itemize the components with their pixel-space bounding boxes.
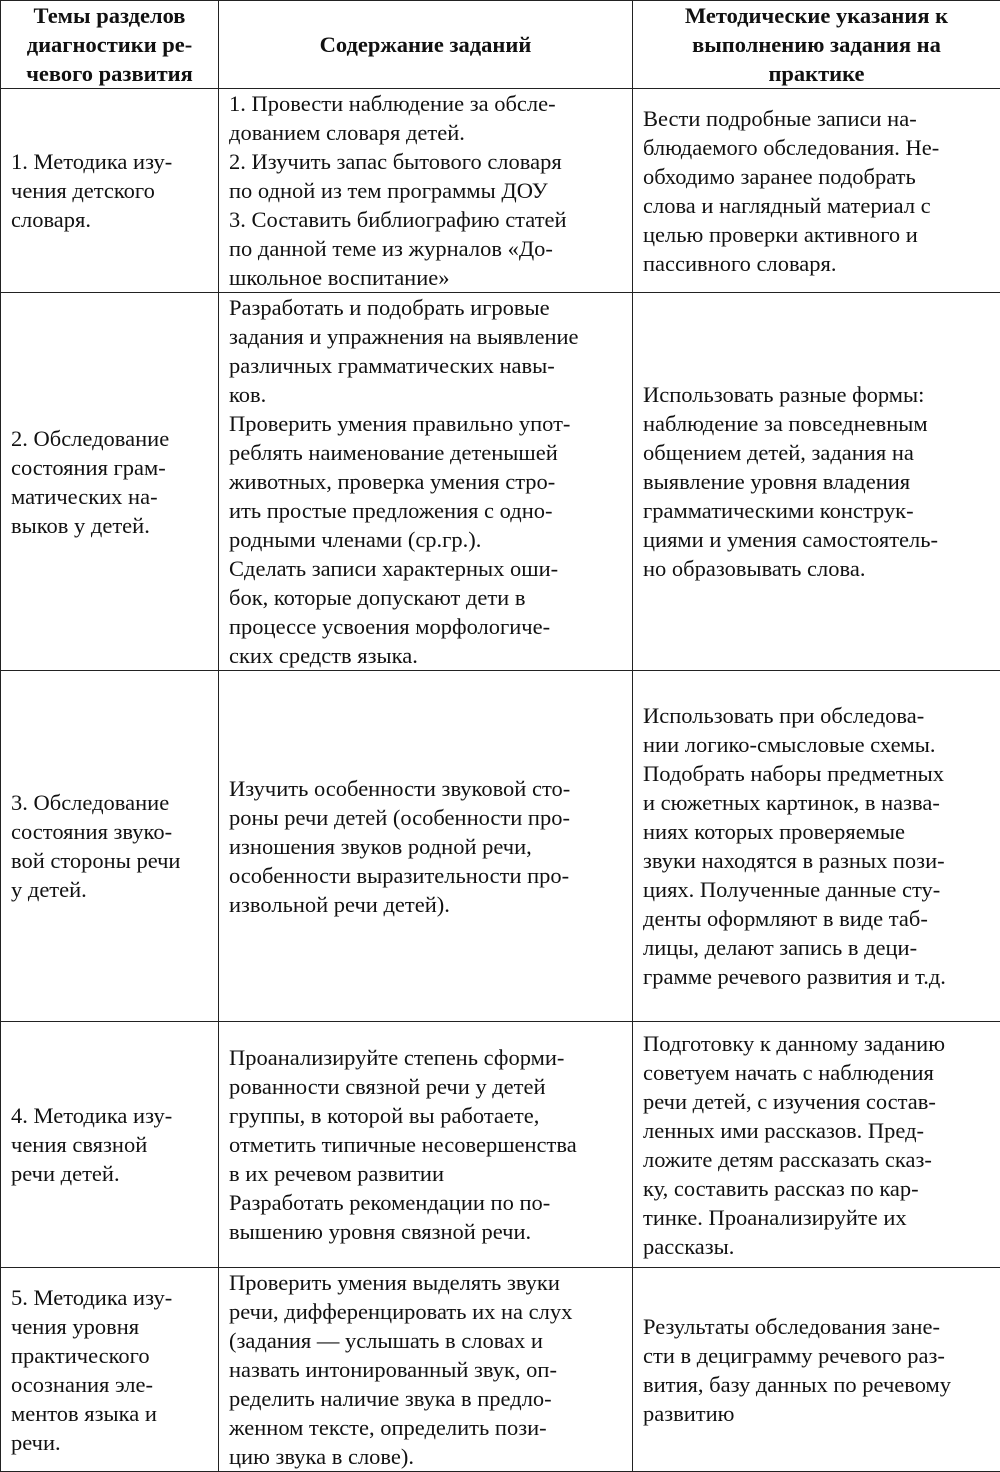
content-cell: Проверить умения выделять звуки речи, дифференцировать их на слух (задания — услышать в словах и назвать интонированный звук, оп- ределить наличие звука в предло- женном тексте, определить пози- цию звука в слове). bbox=[219, 1268, 633, 1472]
guidance-cell: Подготовку к данному заданию советуем начать с наблюдения речи детей, с изучения состав- ленных ими рассказов. Пред- ложите детям рассказать сказ- ку, составить рассказ по кар- тинке. Проанализируйте их рассказы. bbox=[633, 1022, 1000, 1268]
table-row bbox=[1, 1022, 1000, 1268]
content-cell: Проанализируйте степень сформи- рованности связной речи у детей группы, в которой вы работаете, отметить типичные несовершенства в их речевом развитии Разработать рекомендации по по- вышению уровня связной речи. bbox=[219, 1022, 633, 1268]
table-row bbox=[1, 671, 1000, 1022]
header-topics: Темы разделов диагностики ре- чевого развития bbox=[1, 1, 219, 89]
topic-cell: 3. Обследование состояния звуко- вой стороны речи у детей. bbox=[1, 671, 219, 1022]
header-guidance: Методические указания к выполнению задания на практике bbox=[633, 1, 1000, 89]
topic-cell: 5. Методика изу- чения уровня практического осознания эле- ментов языка и речи. bbox=[1, 1268, 219, 1472]
topic-cell: 1. Методика изу- чения детского словаря. bbox=[1, 89, 219, 293]
table-row bbox=[1, 1268, 1000, 1472]
guidance-cell: Использовать при обследова- нии логико-смысловые схемы. Подобрать наборы предметных и сюжетных картинок, в назва- ниях которых проверяемые звуки находятся в разных пози- циях. Полученные данные сту- денты оформляют в виде таб- лицы, делают запись в деци- грамме речевого развития и т.д. bbox=[633, 671, 1000, 1022]
topic-cell: 2. Обследование состояния грам- матических на- выков у детей. bbox=[1, 293, 219, 671]
topic-cell: 4. Методика изу- чения связной речи детей. bbox=[1, 1022, 219, 1268]
table-row bbox=[1, 293, 1000, 671]
content-cell: Изучить особенности звуковой сто- роны речи детей (особенности про- изношения звуков родной речи, особенности выразительности про- извольной речи детей). bbox=[219, 671, 633, 1022]
header-content: Содержание заданий bbox=[219, 1, 633, 89]
guidance-cell: Результаты обследования зане- сти в дециграмму речевого раз- вития, базу данных по речевому развитию bbox=[633, 1268, 1000, 1472]
content-cell: 1. Провести наблюдение за обсле- дованием словаря детей. 2. Изучить запас бытового словаря по одной из тем программы ДОУ 3. Составить библиографию статей по данной теме из журналов «До- школьное воспитание» bbox=[219, 89, 633, 293]
table-row bbox=[1, 89, 1000, 293]
content-cell: Разработать и подобрать игровые задания и упражнения на выявление различных грамматических навы- ков. Проверить умения правильно упот- реблять наименование детенышей животных, проверка умения стро- ить простые предложения с одно- родными членами (ср.гр.). Сделать записи характерных оши- бок, которые допускают дети в процессе усвоения морфологиче- ских средств языка. bbox=[219, 293, 633, 671]
header-row bbox=[1, 1, 1000, 89]
guidance-cell: Использовать разные формы: наблюдение за повседневным общением детей, задания на выявление уровня владения грамматическими конструк- циями и умения самостоятель- но образовывать слова. bbox=[633, 293, 1000, 671]
guidance-cell: Вести подробные записи на- блюдаемого обследования. Не- обходимо заранее подобрать слова и наглядный материал с целью проверки активного и пассивного словаря. bbox=[633, 89, 1000, 293]
